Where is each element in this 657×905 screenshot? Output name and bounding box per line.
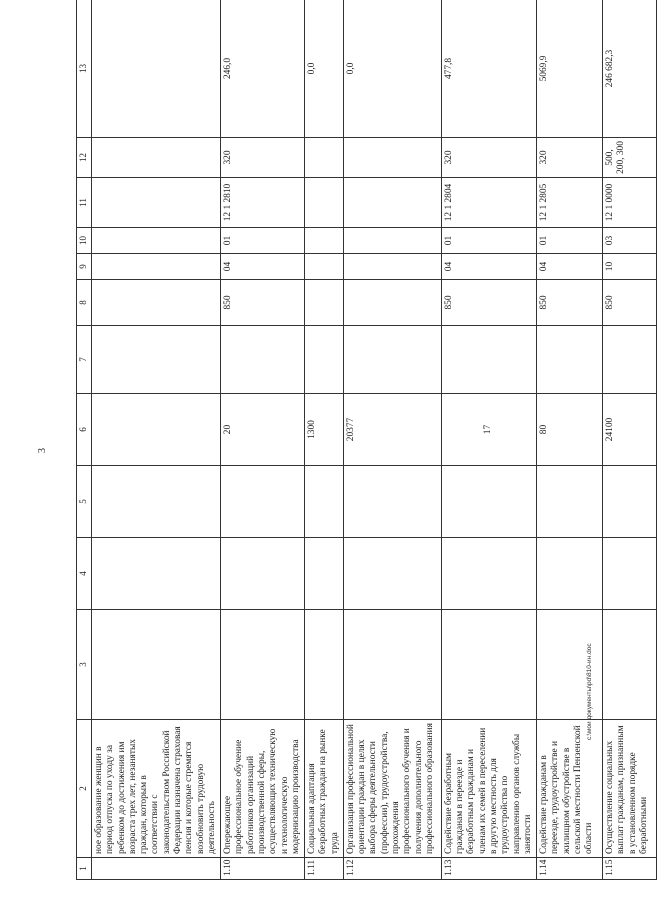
cell-c4 xyxy=(343,538,441,610)
cell-c7 xyxy=(537,326,603,394)
cell-c12 xyxy=(305,138,344,178)
cell-c11: 12 1 2805 xyxy=(537,178,603,228)
cell-c7 xyxy=(343,326,441,394)
header-cell: 12 xyxy=(77,138,92,178)
cell-c11 xyxy=(343,178,441,228)
cell-c8 xyxy=(343,280,441,326)
cell-num: 1.11 xyxy=(305,858,344,880)
cell-c9 xyxy=(343,254,441,280)
cell-num: 1.15 xyxy=(603,858,657,880)
cell-c5 xyxy=(305,466,344,538)
cell-num: 1.13 xyxy=(441,858,536,880)
cell-c4 xyxy=(603,538,657,610)
cell-num: 1.12 xyxy=(343,858,441,880)
cell-c8: 850 xyxy=(221,280,305,326)
cell-c6: 20 xyxy=(221,394,305,466)
cell-c5 xyxy=(537,466,603,538)
cell-c6: 20377 xyxy=(343,394,441,466)
cell-c11 xyxy=(305,178,344,228)
cell-c10 xyxy=(92,228,221,254)
cell-num: 1.10 xyxy=(221,858,305,880)
cell-c7 xyxy=(603,326,657,394)
cell-c3 xyxy=(221,610,305,720)
table-row xyxy=(441,0,536,880)
header-cell: 8 xyxy=(77,280,92,326)
cell-c8: 850 xyxy=(537,280,603,326)
program-table xyxy=(76,0,657,880)
header-cell: 4 xyxy=(77,538,92,610)
file-path-footer: c:\мои документы\pd\810-ин.doc xyxy=(586,643,593,740)
cell-c8 xyxy=(92,280,221,326)
cell-c7 xyxy=(92,326,221,394)
cell-c13: 0,0 xyxy=(305,0,344,138)
cell-c13: 246 682,3 xyxy=(603,0,657,138)
cell-c6 xyxy=(92,394,221,466)
cell-name: Содействие гражданам в переезде, трудоустройстве и жилищном обустройстве в сельской местности Пензенской области xyxy=(537,720,603,858)
cell-c10 xyxy=(343,228,441,254)
header-row xyxy=(77,0,92,880)
cell-c8: 850 xyxy=(603,280,657,326)
header-cell: 9 xyxy=(77,254,92,280)
cell-c13: 246,0 xyxy=(221,0,305,138)
cell-name: Содействие безработным гражданам в переезде и безработным гражданам и членам их семей в переселении в другую местность для трудоустройства по направлению органов службы занятости xyxy=(441,720,536,858)
cell-c4 xyxy=(441,538,536,610)
cell-c12: 500, 200, 300 xyxy=(603,138,657,178)
cell-c3 xyxy=(441,610,536,720)
cell-c11: 12 1 0000 xyxy=(603,178,657,228)
header-cell: 10 xyxy=(77,228,92,254)
cell-c5 xyxy=(343,466,441,538)
cell-name: Опережающее профессиональное обучение работников организаций производственной сферы, осуществляющих техническую и технологическую модернизацию производства xyxy=(221,720,305,858)
cell-c3 xyxy=(92,610,221,720)
cell-c9 xyxy=(305,254,344,280)
cell-c12 xyxy=(343,138,441,178)
table-row xyxy=(92,0,221,880)
cell-c8: 850 xyxy=(441,280,536,326)
cell-name: ное образование женщин в период отпуска по уходу за ребенком до достижения им возраста трех лет, незанятых граждан, которым в соответствии с законодательством Российской Федерации назначена страховая пенсия и которые стремятся возобновить трудовую деятельность xyxy=(92,720,221,858)
header-cell: 3 xyxy=(77,610,92,720)
cell-c5 xyxy=(603,466,657,538)
cell-c4 xyxy=(221,538,305,610)
cell-c7 xyxy=(441,326,536,394)
page-number: 3 xyxy=(37,448,48,453)
cell-c10: 01 xyxy=(221,228,305,254)
cell-c13 xyxy=(92,0,221,138)
table-row xyxy=(603,0,657,880)
cell-name: Организация профессиональной ориентации граждан в целях выбора сферы деятельности (профессии), трудоустройства, прохождения профессионального обучения и получения дополнительного профессионального образования xyxy=(343,720,441,858)
cell-c4 xyxy=(305,538,344,610)
cell-c13: 0,0 xyxy=(343,0,441,138)
header-cell: 7 xyxy=(77,326,92,394)
cell-c10: 01 xyxy=(441,228,536,254)
cell-c12: 320 xyxy=(221,138,305,178)
header-cell: 13 xyxy=(77,0,92,138)
cell-c9: 04 xyxy=(441,254,536,280)
cell-c11: 12 1 2804 xyxy=(441,178,536,228)
header-cell: 5 xyxy=(77,466,92,538)
cell-c12: 320 xyxy=(537,138,603,178)
cell-c3 xyxy=(305,610,344,720)
cell-c11: 12 1 2810 xyxy=(221,178,305,228)
table-row xyxy=(537,0,603,880)
cell-c3 xyxy=(343,610,441,720)
cell-num xyxy=(92,858,221,880)
cell-c5 xyxy=(92,466,221,538)
cell-c13: 5069,9 xyxy=(537,0,603,138)
cell-c9: 10 xyxy=(603,254,657,280)
cell-c9: 04 xyxy=(537,254,603,280)
cell-c4 xyxy=(537,538,603,610)
cell-c7 xyxy=(305,326,344,394)
header-cell: 1 xyxy=(77,858,92,880)
cell-c5 xyxy=(441,466,536,538)
cell-c12: 320 xyxy=(441,138,536,178)
cell-c9 xyxy=(92,254,221,280)
cell-c13: 477,8 xyxy=(441,0,536,138)
cell-c7 xyxy=(221,326,305,394)
cell-name: Осуществление социальных выплат гражданам, признанным в установленном порядке безработными xyxy=(603,720,657,858)
cell-c11 xyxy=(92,178,221,228)
cell-c10: 01 xyxy=(537,228,603,254)
cell-c12 xyxy=(92,138,221,178)
cell-num: 1.14 xyxy=(537,858,603,880)
table-row xyxy=(343,0,441,880)
header-cell: 11 xyxy=(77,178,92,228)
cell-c6: 80 xyxy=(537,394,603,466)
header-cell: 2 xyxy=(77,720,92,858)
cell-c8 xyxy=(305,280,344,326)
cell-c4 xyxy=(92,538,221,610)
header-cell: 6 xyxy=(77,394,92,466)
cell-c9: 04 xyxy=(221,254,305,280)
cell-c5 xyxy=(221,466,305,538)
cell-c6: 1300 xyxy=(305,394,344,466)
cell-c10: 03 xyxy=(603,228,657,254)
cell-c3 xyxy=(603,610,657,720)
table-row xyxy=(305,0,344,880)
cell-c6: 17 xyxy=(441,394,536,466)
cell-c10 xyxy=(305,228,344,254)
cell-c6: 24100 xyxy=(603,394,657,466)
cell-name: Социальная адаптация безработных граждан на рынке труда xyxy=(305,720,344,858)
table-row xyxy=(221,0,305,880)
